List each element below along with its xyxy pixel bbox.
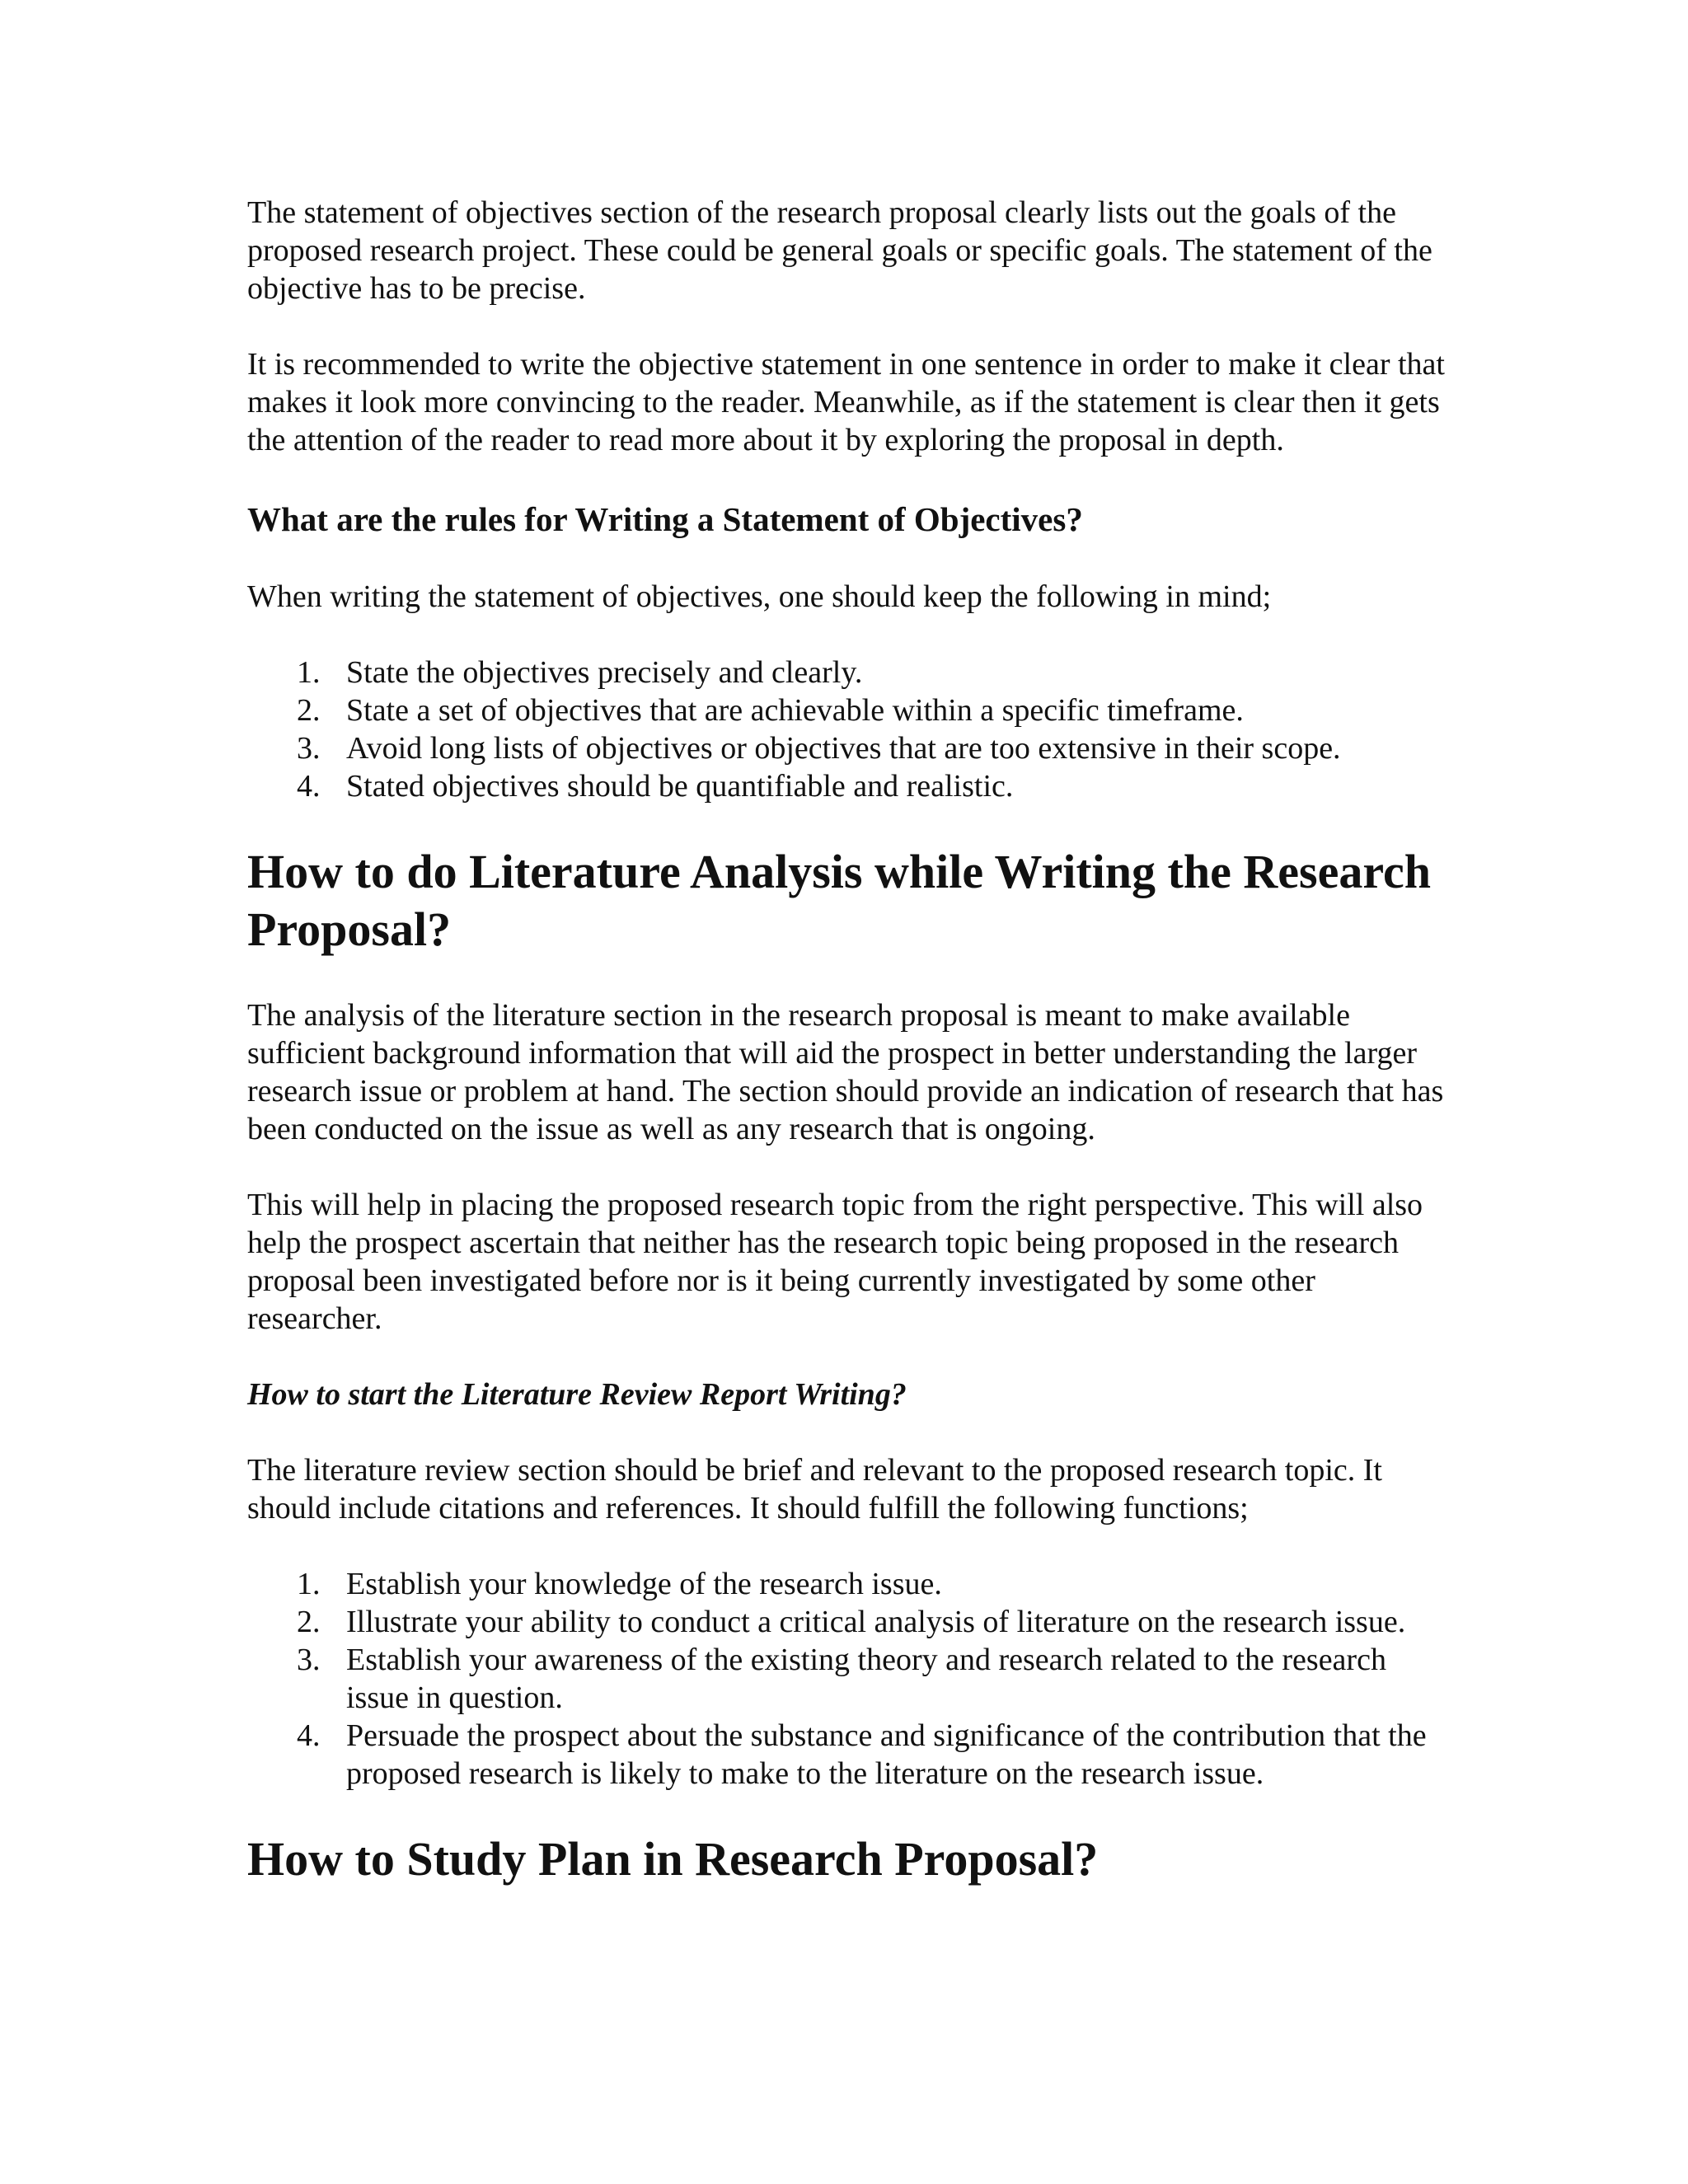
literature-functions-list [247,1565,1451,1793]
list-item-text: State a set of objectives that are achievable within a specific timeframe. [346,693,1244,728]
list-number: 3. [297,1643,321,1677]
literature-paragraph-1: The analysis of the literature section in the research proposal is meant to make available sufficient background information that will aid the prospect in better understanding the larger research issue or problem at hand. The section should provide an indication of research that has been conducted on the issue as well as any research that is ongoing. [247,998,1444,1146]
list-item [247,691,1451,729]
list-number: 1. [297,1567,321,1601]
list-item-text: Persuade the prospect about the substance and significance of the contribution that the proposed research is likely to make to the literature on the research issue. [346,1718,1427,1791]
list-item-text: Illustrate your ability to conduct a critical analysis of literature on the research issue. [346,1605,1406,1639]
list-item-text: Establish your awareness of the existing theory and research related to the research issue in question. [346,1643,1386,1715]
list-item [247,1717,1451,1793]
list-item [247,1603,1451,1641]
rules-intro: When writing the statement of objectives, one should keep the following in mind; [247,579,1272,614]
list-item [247,1641,1451,1717]
list-number: 2. [297,1605,321,1639]
objectives-paragraph-1: The statement of objectives section of the research proposal clearly lists out the goals of the proposed research project. These could be general goals or specific goals. The statement of the objective has to be precise. [247,195,1432,306]
list-item [247,1565,1451,1603]
rules-list [247,654,1451,805]
literature-paragraph-2: This will help in placing the proposed research topic from the right perspective. This will also help the prospect ascertain that neither has the research topic being proposed in the research proposal been investigated before nor is it being currently investigated by some other researcher. [247,1188,1423,1336]
literature-review-subheading: How to start the Literature Review Report Writing? [247,1377,907,1412]
objectives-paragraph-2: It is recommended to write the objective statement in one sentence in order to make it clear that makes it look more convincing to the reader. Meanwhile, as if the statement is clear then it gets the attention of the reader to read more about it by exploring the proposal in depth. [247,347,1445,457]
list-item [247,654,1451,691]
study-plan-heading: How to Study Plan in Research Proposal? [247,1832,1099,1886]
list-item-text: State the objectives precisely and clearly. [346,655,863,690]
list-item-text: Stated objectives should be quantifiable and realistic. [346,769,1014,804]
list-number: 3. [297,731,321,766]
list-number: 2. [297,693,321,728]
literature-analysis-heading: How to do Literature Analysis while Writing the Research Proposal? [247,845,1432,956]
document-page [247,194,1451,1888]
list-number: 1. [297,655,321,690]
list-item [247,767,1451,805]
list-number: 4. [297,769,321,804]
rules-heading: What are the rules for Writing a Statement of Objectives? [247,500,1083,538]
list-number: 4. [297,1718,321,1753]
literature-paragraph-3: The literature review section should be brief and relevant to the proposed research topic. It should include citations and references. It should fulfill the following functions; [247,1453,1382,1526]
list-item-text: Avoid long lists of objectives or objectives that are too extensive in their scope. [346,731,1341,766]
list-item [247,729,1451,767]
list-item-text: Establish your knowledge of the research issue. [346,1567,942,1601]
